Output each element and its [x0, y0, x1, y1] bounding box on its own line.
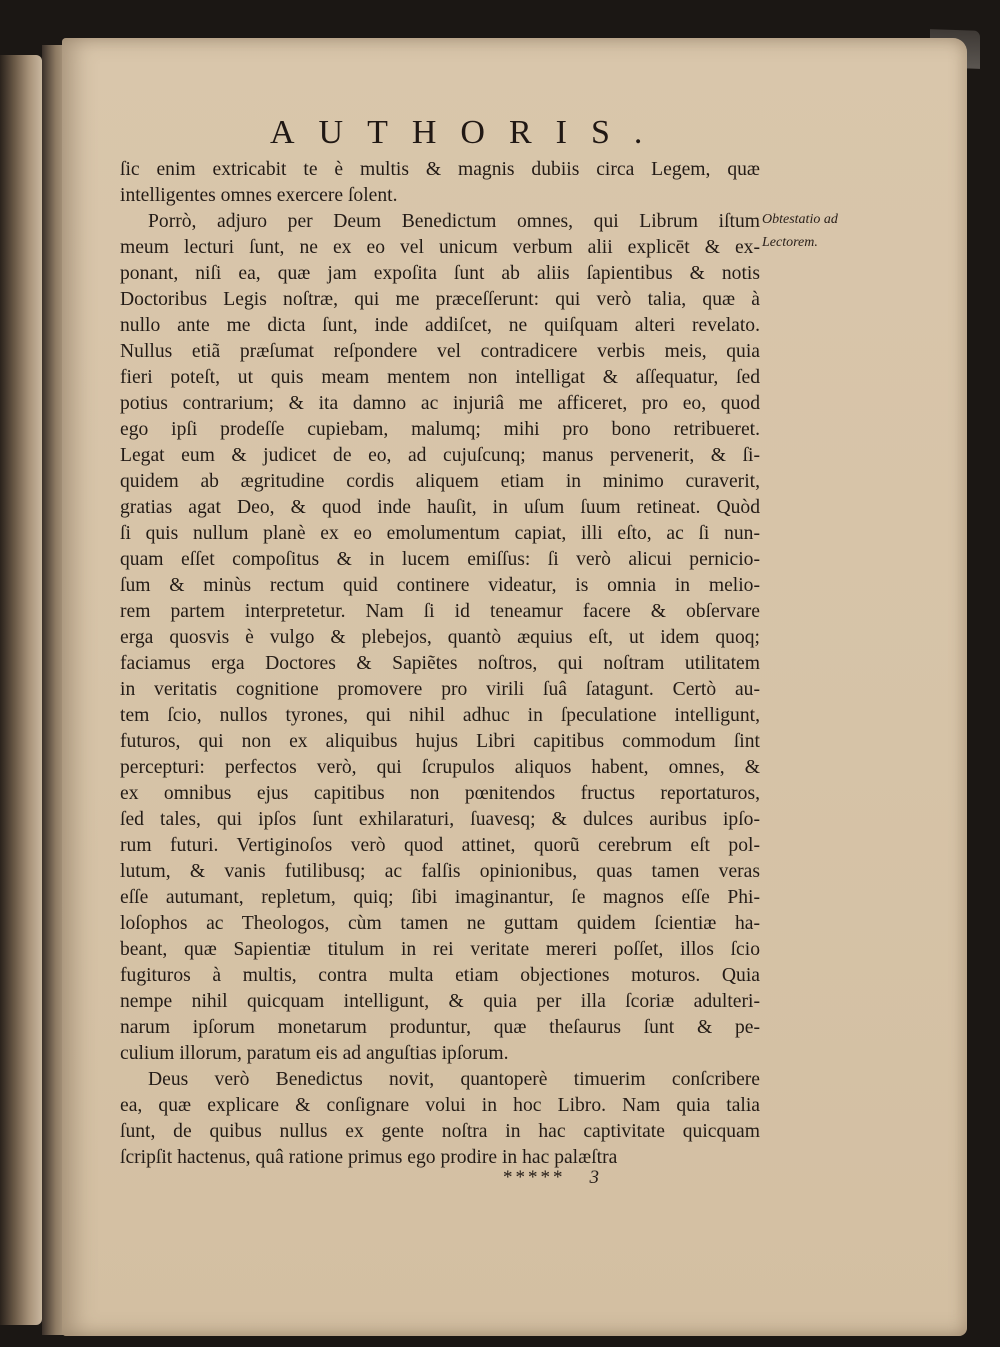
- text-line: lutum, & vanis futilibusq; ac falſis opinionibus, quas tamen veras: [120, 861, 760, 882]
- signature-number: 3: [589, 1167, 602, 1188]
- margin-note-line-2: Lectorem.: [762, 235, 818, 250]
- text-line: intelligentes omnes exercere ſolent.: [120, 185, 398, 206]
- text-line: nempe nihil quicquam intelligunt, & quia per illa ſcoriæ adulteri-: [120, 991, 760, 1012]
- text-line: fugituros à multis, contra multa etiam objectiones moturos. Quia: [120, 965, 760, 986]
- signature-asterisks: *****: [503, 1167, 566, 1188]
- text-line: nullo ante me dicta ſunt, inde addiſcet, ne quiſquam alteri revelato.: [120, 315, 760, 336]
- text-line: Legat eum & judicet de eo, ad cujuſcunq; manus pervenerit, & ſi-: [120, 445, 760, 466]
- margin-note: [762, 208, 882, 254]
- text-line: meum lecturi ſunt, ne ex eo vel unicum verbum alii explicēt & ex-: [120, 237, 760, 258]
- text-line: ſed tales, qui ipſos ſunt exhilaraturi, ſuavesq; & dulces auribus ipſo-: [120, 809, 760, 830]
- body-text: [120, 157, 760, 1171]
- text-line: narum ipſorum monetarum produntur, quæ theſaurus ſunt & pe-: [120, 1017, 760, 1038]
- text-line: eſſe autumant, repletum, quiq; ſibi imaginantur, ſe magnos eſſe Phi-: [120, 887, 760, 908]
- text-line: rum futuri. Vertiginoſos verò quod attinet, quorũ cerebrum eſt pol-: [120, 835, 760, 856]
- signature-mark: [503, 1167, 602, 1189]
- text-line: erga quosvis è vulgo & plebejos, quantò æquius eſt, ut idem quoq;: [120, 627, 760, 648]
- previous-page-edge: [0, 55, 42, 1325]
- margin-note-line-1: Obtestatio ad: [762, 212, 838, 227]
- text-line: ea, quæ explicare & conſignare volui in hoc Libro. Nam quia talia: [120, 1095, 760, 1116]
- text-line: culium illorum, paratum eis ad anguſtias ipſorum.: [120, 1043, 509, 1064]
- text-line: in veritatis cognitione promovere pro virili ſuâ ſatagunt. Certò au-: [120, 679, 760, 700]
- text-line: percepturi: perfectos verò, qui ſcrupulos aliquos habent, omnes, &: [120, 757, 760, 778]
- text-line: ponant, niſi ea, quæ jam expoſita ſunt ab aliis ſapientibus & notis: [120, 263, 760, 284]
- text-line: futuros, qui non ex aliquibus hujus Libri capitibus commodum ſint: [120, 731, 760, 752]
- text-line: Doctoribus Legis noſtræ, qui me præceſſerunt: qui verò talia, quæ à: [120, 289, 760, 310]
- text-line: ſcripſit hactenus, quâ ratione primus ego prodire in hac palæſtra: [120, 1147, 618, 1168]
- text-line: gratias agat Deo, & quod inde hauſit, in uſum ſuum retineat. Quòd: [120, 497, 760, 518]
- text-line: rem partem interpretetur. Nam ſi id teneamur facere & obſervare: [120, 601, 760, 622]
- text-line: quidem ab ægritudine cordis aliquem etiam in minimo curaverit,: [120, 471, 760, 492]
- text-line: ſunt, de quibus nullus ex gente noſtra in hac captivitate quicquam: [120, 1121, 760, 1142]
- text-line: ex omnibus ejus capitibus non pœnitendos fructus reportaturos,: [120, 783, 760, 804]
- text-line: potius contrarium; & ita damno ac injuriâ me afficeret, pro eo, quod: [120, 393, 760, 414]
- text-line: ſum & minùs rectum quid continere videatur, is omnia in melio-: [120, 575, 760, 596]
- text-line: ſi quis nullum planè ex eo emolumentum capiat, illi eſto, ac ſi nun-: [120, 523, 760, 544]
- running-head: AUTHORIS.: [270, 114, 667, 151]
- text-line: faciamus erga Doctores & Sapiẽtes noſtros, qui noſtram utilitatem: [120, 653, 760, 674]
- text-line: fieri poteſt, ut quis meam mentem non intelligat & aſſequatur, ſed: [120, 367, 760, 388]
- text-line: beant, quæ Sapientiæ titulum in rei veritate mereri poſſet, illos ſcio: [120, 939, 760, 960]
- text-line: Nullus etiã præſumat reſpondere vel contradicere verbis meis, quia: [120, 341, 760, 362]
- text-line: ſic enim extricabit te è multis & magnis dubiis circa Legem, quæ: [120, 159, 760, 180]
- text-line: quam eſſet compoſitus & in lucem emiſſus: ſi verò alicui pernicio-: [120, 549, 760, 570]
- text-line: tem ſcio, nullos tyrones, qui nihil adhuc in ſpeculatione intelligunt,: [120, 705, 760, 726]
- text-line: loſophos ac Theologos, cùm tamen ne guttam quidem ſcientiæ ha-: [120, 913, 760, 934]
- text-line: ego ipſi prodeſſe cupiebam, malumq; mihi pro bono retribueret.: [120, 419, 760, 440]
- text-line: Deus verò Benedictus novit, quantoperè timuerim conſcribere: [148, 1069, 760, 1090]
- text-line: Porrò, adjuro per Deum Benedictum omnes, qui Librum iſtum: [148, 211, 760, 232]
